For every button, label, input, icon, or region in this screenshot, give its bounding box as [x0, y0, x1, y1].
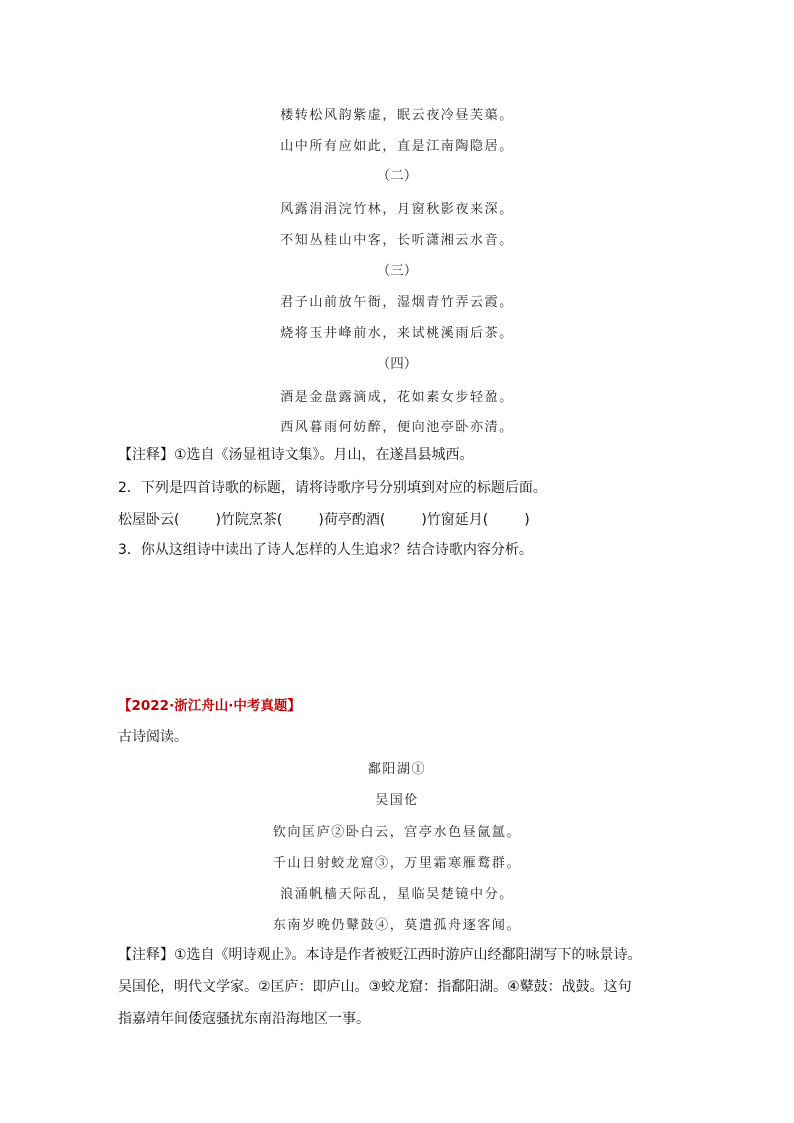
title-blank-label: ) [524, 512, 530, 528]
title-blank-label: )荷亭酌酒( [318, 512, 386, 528]
poem-line: 西风暮雨何妨醉，便向池亭卧亦清。 [280, 420, 514, 435]
question-2: 2．下列是四首诗歌的标题，请将诗歌序号分别填到对应的标题后面。 [118, 480, 547, 496]
annotation-note: 指嘉靖年间倭寇骚扰东南沿海地区一事。 [118, 1011, 370, 1027]
poem-line: 千山日射蛟龙窟③，万里霜寒雁鹜群。 [272, 856, 522, 871]
instruction: 古诗阅读。 [118, 729, 188, 745]
section-heading-2: （二） [376, 168, 418, 184]
poem-line: 浪涌帆樯天际乱，星临吴楚镜中分。 [280, 887, 514, 902]
annotation-note: 【注释】①选自《汤显祖诗文集》。月山，在遂昌县城西。 [118, 447, 474, 463]
poem-line: 楼转松风韵紫虚，眠云夜冷昼芙蕖。 [280, 108, 514, 123]
poem-title: 鄱阳湖① [367, 762, 427, 777]
title-blanks-row [118, 509, 530, 529]
title-blank-label: 松屋卧云( [118, 512, 180, 528]
question-3: 3．你从这组诗中读出了诗人怎样的人生追求？结合诗歌内容分析。 [118, 542, 533, 558]
poem-line: 酒是金盘露滴成，花如素女步轻盈。 [280, 390, 514, 405]
title-blank-label: )竹窗延月( [421, 512, 489, 528]
poem-line: 钦向匡庐②卧白云，宫亭水色昼氤氲。 [272, 825, 522, 840]
section-heading-4: （四） [376, 356, 418, 372]
annotation-note: 【注释】①选自《明诗观止》。本诗是作者被贬江西时游庐山经鄱阳湖写下的咏景诗。 [118, 947, 642, 963]
poem-line: 风露涓涓浣竹林，月窗秋影夜来深。 [280, 202, 514, 217]
title-blank-label: )竹院烹茶( [215, 512, 283, 528]
source-tag: 【2022·浙江舟山·中考真题】 [118, 698, 301, 714]
poem-line: 烧将玉井峰前水，来试桃溪雨后茶。 [280, 326, 514, 341]
poem-line: 君子山前放午衙，湿烟青竹弄云霞。 [280, 295, 514, 310]
annotation-note: 吴国伦，明代文学家。②匡庐：即庐山。③蛟龙窟：指鄱阳湖。④鼙鼓：战鼓。这句 [118, 979, 632, 995]
poem-author: 吴国伦 [375, 793, 419, 808]
poem-line: 山中所有应如此，直是江南陶隐居。 [280, 139, 514, 154]
section-heading-3: （三） [376, 263, 418, 279]
poem-line: 不知丛桂山中客，长听潇湘云水音。 [280, 233, 514, 248]
poem-line: 东南岁晚仍鼙鼓④，莫遣孤舟逐客闻。 [272, 918, 522, 933]
